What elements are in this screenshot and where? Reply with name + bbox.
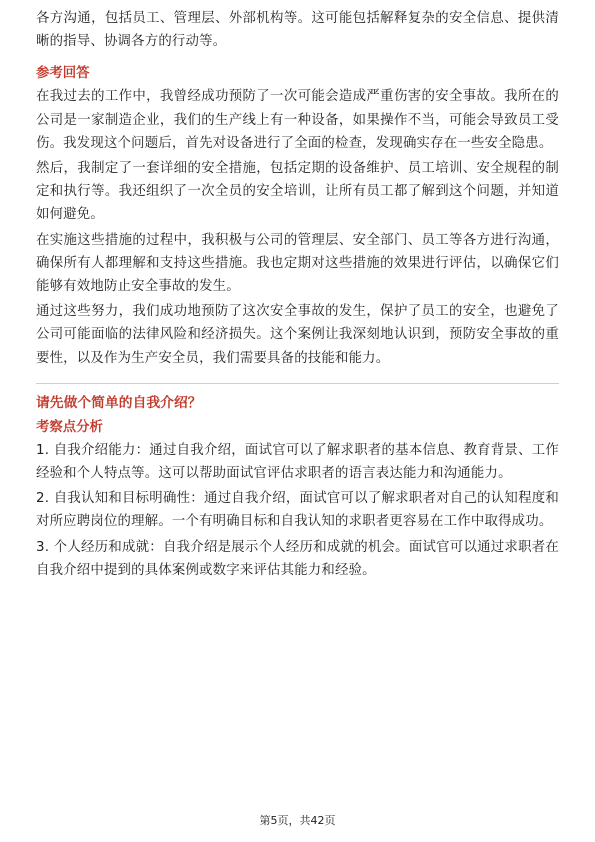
reference-answer-heading: 参考回答 <box>36 66 90 82</box>
analysis-item: 2. 自我认知和目标明确性：通过自我介绍，面试官可以了解求职者对自己的认知程度和对所应聘岗位的理解。一个有明确目标和自我认知的求职者更容易在工作中取得成功。 <box>36 491 559 530</box>
reference-paragraph: 在实施这些措施的过程中，我积极与公司的管理层、安全部门、员工等各方进行沟通，确保所有人都理解和支持这些措施。我也定期对这些措施的效果进行评估，以确保它们能够有效地防止安全事故的发生。 <box>36 232 559 295</box>
reference-paragraph: 通过这些努力，我们成功地预防了这次安全事故的发生，保护了员工的安全，也避免了公司可能面临的法律风险和经济损失。这个案例让我深刻地认识到，预防安全事故的重要性，以及作为生产安全员，我们需要具备的技能和能力。 <box>36 304 559 366</box>
intro-paragraph: 各方沟通，包括员工、管理层、外部机构等。这可能包括解释复杂的安全信息、提供清晰的指导、协调各方的行动等。 <box>36 11 559 50</box>
question-heading: 请先做个简单的自我介绍？ <box>36 394 202 411</box>
reference-paragraph: 然后，我制定了一套详细的安全措施，包括定期的设备维护、员工培训、安全规程的制定和执行等。我还组织了一次全员的安全培训，让所有员工都了解到这个问题，并知道如何避免。 <box>36 161 559 223</box>
page-footer: 第5页，共42页 <box>259 814 336 827</box>
analysis-item: 3. 个人经历和成就：自我介绍是展示个人经历和成就的机会。面试官可以通过求职者在自我介绍中提到的具体案例或数字来评估其能力和经验。 <box>36 539 559 578</box>
analysis-heading: 考察点分析 <box>36 419 103 435</box>
section-divider <box>36 383 559 384</box>
analysis-item: 1. 自我介绍能力：通过自我介绍，面试官可以了解求职者的基本信息、教育背景、工作经验和个人特点等。这可以帮助面试官评估求职者的语言表达能力和沟通能力。 <box>36 442 559 482</box>
reference-paragraph: 在我过去的工作中，我曾经成功预防了一次可能会造成严重伤害的安全事故。我所在的公司是一家制造企业，我们的生产线上有一种设备，如果操作不当，可能会导致员工受伤。我发现这个问题后，首先对设备进行了全面的检查，发现确实存在一些安全隐患。 <box>36 89 559 151</box>
document-page <box>36 0 559 582</box>
